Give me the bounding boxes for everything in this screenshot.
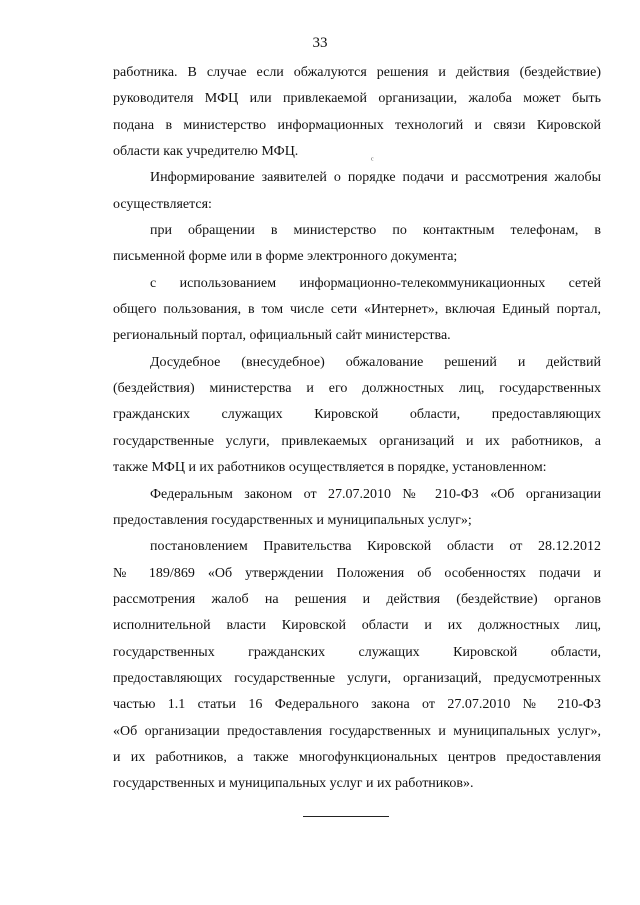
page-number: 33: [312, 35, 328, 51]
text-line: исполнительной власти Кировской области и их должностных лиц,: [113, 618, 601, 634]
end-separator-line: [303, 816, 389, 817]
text-line: Досудебное (внесудебное) обжалование решений и действий: [150, 354, 601, 370]
text-line: и их работников, а также многофункциональных центров предоставления: [113, 749, 601, 765]
paragraph-p7: [113, 534, 601, 797]
document-body: [113, 60, 601, 798]
text-line: государственных и муниципальных услуг и их работников».: [113, 776, 474, 792]
text-line: при обращении в министерство по контактным телефонам, в: [150, 223, 601, 239]
scan-artifact-mark: ᶜ: [371, 155, 374, 166]
text-line: «Об организации предоставления государственных и муниципальных услуг»,: [113, 723, 601, 739]
text-line: предоставления государственных и муниципальных услуг»;: [113, 512, 472, 528]
paragraph-p3: [113, 218, 601, 271]
text-line: Федеральным законом от 27.07.2010 № 210-ФЗ «Об организации: [150, 486, 601, 502]
paragraph-p6: [113, 482, 601, 535]
text-line: с использованием информационно-телекоммуникационных сетей: [150, 275, 601, 291]
text-line: рассмотрения жалоб на решения и действия (бездействие) органов: [113, 591, 601, 607]
text-line: государственные услуги, привлекаемых организаций и их работников, а: [113, 433, 601, 449]
text-line: Информирование заявителей о порядке подачи и рассмотрения жалобы: [150, 170, 601, 186]
text-line: гражданских служащих Кировской области, предоставляющих: [113, 407, 601, 423]
paragraph-p1: [113, 60, 601, 165]
text-line: государственных гражданских служащих Кировской области,: [113, 644, 601, 660]
text-line: предоставляющих государственные услуги, организаций, предусмотренных: [113, 670, 601, 686]
text-line: общего пользования, в том числе сети «Интернет», включая Единый портал,: [113, 302, 601, 318]
text-line: подана в министерство информационных технологий и связи Кировской: [113, 117, 601, 133]
text-line: также МФЦ и их работников осуществляется в порядке, установленном:: [113, 460, 547, 476]
text-line: региональный портал, официальный сайт министерства.: [113, 328, 451, 344]
text-line: (бездействия) министерства и его должностных лиц, государственных: [113, 381, 601, 397]
paragraph-p2: [113, 165, 601, 218]
text-line: работника. В случае если обжалуются решения и действия (бездействие): [113, 65, 601, 80]
paragraph-p4: [113, 271, 601, 350]
text-line: постановлением Правительства Кировской области от 28.12.2012: [150, 539, 601, 555]
text-line: руководителя МФЦ или привлекаемой организации, жалоба может быть: [113, 91, 601, 107]
text-line: осуществляется:: [113, 196, 212, 212]
text-line: № 189/869 «Об утверждении Положения об особенностях подачи и: [113, 565, 601, 581]
text-line: письменной форме или в форме электронного документа;: [113, 249, 458, 265]
text-line: частью 1.1 статьи 16 Федерального закона от 27.07.2010 № 210-ФЗ: [113, 697, 601, 713]
paragraph-p5: [113, 350, 601, 482]
text-line: области как учредителю МФЦ.: [113, 144, 299, 160]
